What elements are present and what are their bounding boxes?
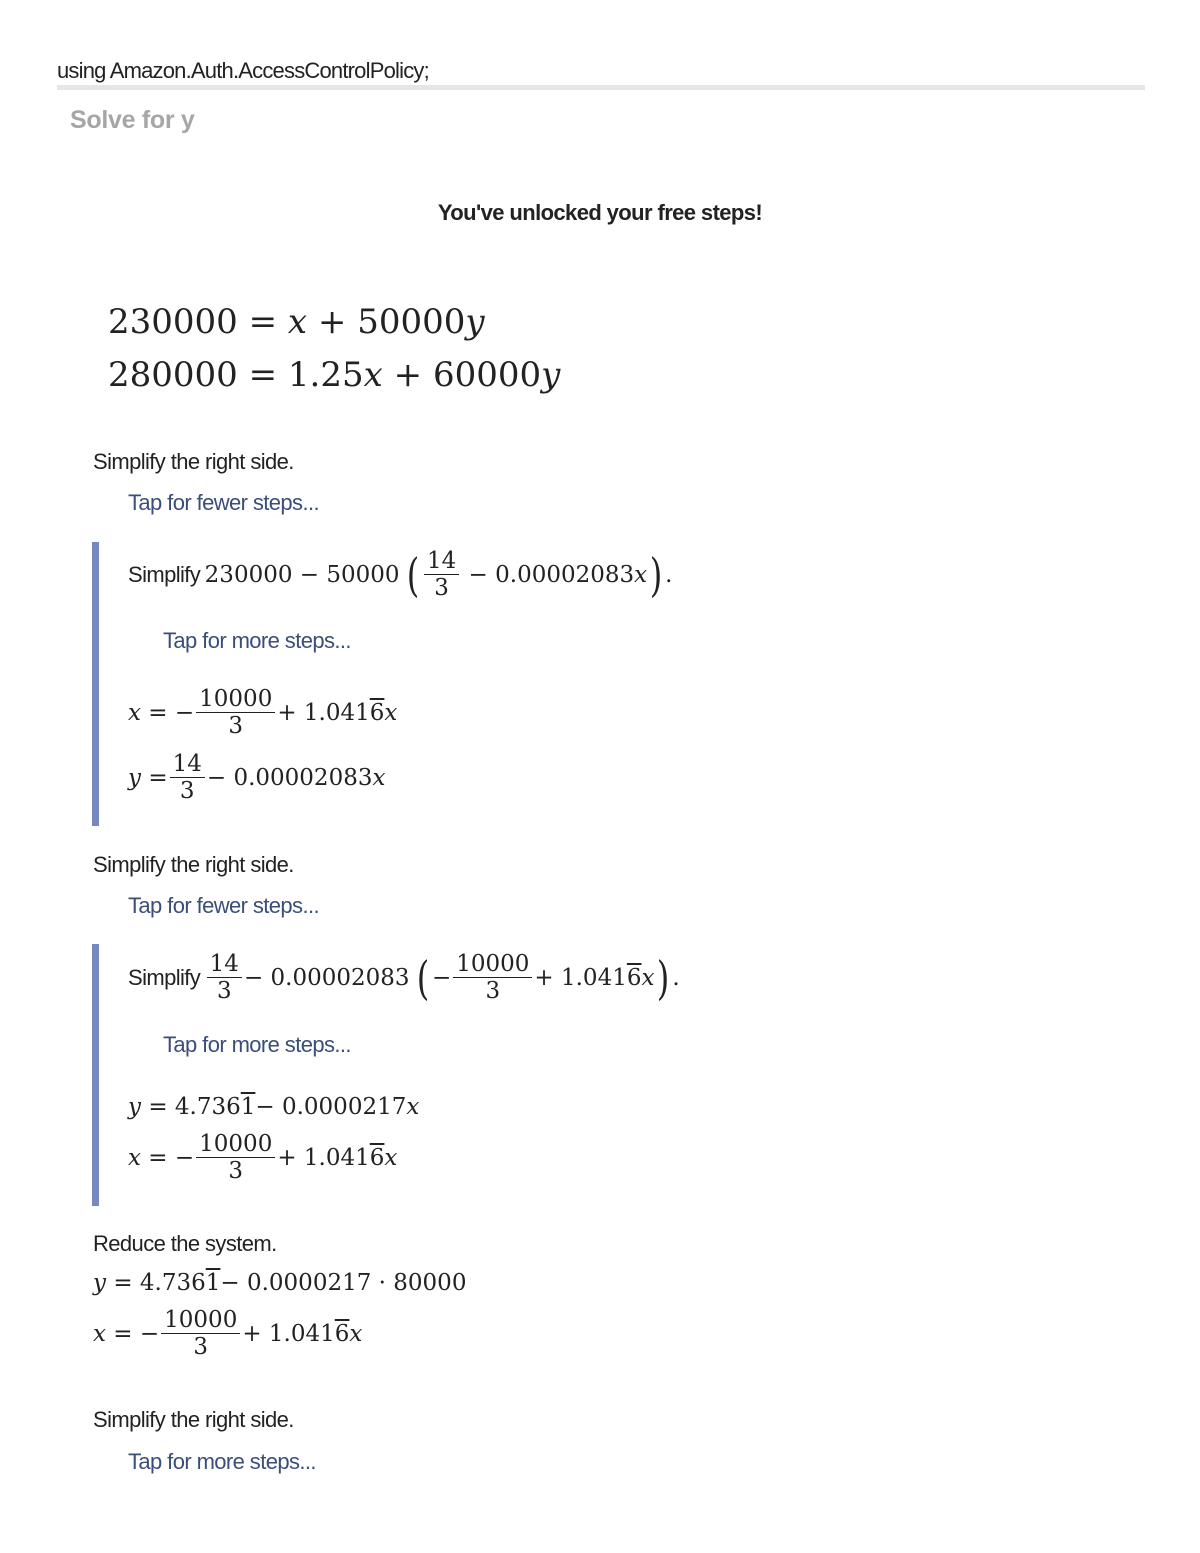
step-4-more-steps-link[interactable]: Tap for more steps...	[128, 1449, 316, 1474]
step-2-label: Simplify the right side.	[93, 852, 294, 877]
page-title: Solve for y	[70, 106, 195, 134]
step-4-label: Simplify the right side.	[93, 1407, 294, 1432]
step-1-substep-bar	[92, 542, 99, 826]
step-2-substep-expression: Simplify $\frac{14}{3}$ − 0.00002083 ( − $\frac{10000}{3}$ + 1.0416x ) .	[128, 950, 680, 1005]
step-1-substep-expression: Simplify 230000 − 50000 ( $\frac{14}{3}$ − 0.00002083x ) .	[128, 547, 673, 602]
step-2-fewer-steps-link[interactable]: Tap for fewer steps...	[128, 893, 319, 918]
step-1-result-y: y = $\frac{14}{3}$ − 0.00002083 x	[128, 751, 386, 804]
step-3-line-x: x = − $\frac{10000}{3}$ + 1.041 6 x	[93, 1307, 363, 1360]
unlocked-banner: You've unlocked your free steps!	[437, 200, 763, 225]
step-2-result-y: y = 4.736 1 − 0.0000217 x	[128, 1094, 420, 1120]
step-2-substep-bar	[92, 944, 99, 1206]
step-3-line-y: y = 4.736 1 − 0.0000217 · 80000	[93, 1270, 467, 1296]
equation-1: 230000 = x + 50000y	[108, 302, 485, 342]
step-1-result-x: x = − $\frac{10000}{3}$ + 1.041 6 x	[128, 686, 398, 739]
fraction: $\frac{14}{3}$	[424, 548, 459, 601]
code-line: using Amazon.Auth.AccessControlPolicy;	[57, 58, 429, 83]
step-1-fewer-steps-link[interactable]: Tap for fewer steps...	[128, 490, 319, 515]
step-1-more-steps-link[interactable]: Tap for more steps...	[163, 628, 351, 653]
step-1-label: Simplify the right side.	[93, 449, 294, 474]
step-3-label: Reduce the system.	[93, 1231, 277, 1256]
step-2-result-x: x = − $\frac{10000}{3}$ + 1.041 6 x	[128, 1131, 398, 1184]
step-2-more-steps-link[interactable]: Tap for more steps...	[163, 1032, 351, 1057]
equation-2: 280000 = 1.25x + 60000y	[108, 355, 561, 395]
divider	[57, 85, 1145, 90]
